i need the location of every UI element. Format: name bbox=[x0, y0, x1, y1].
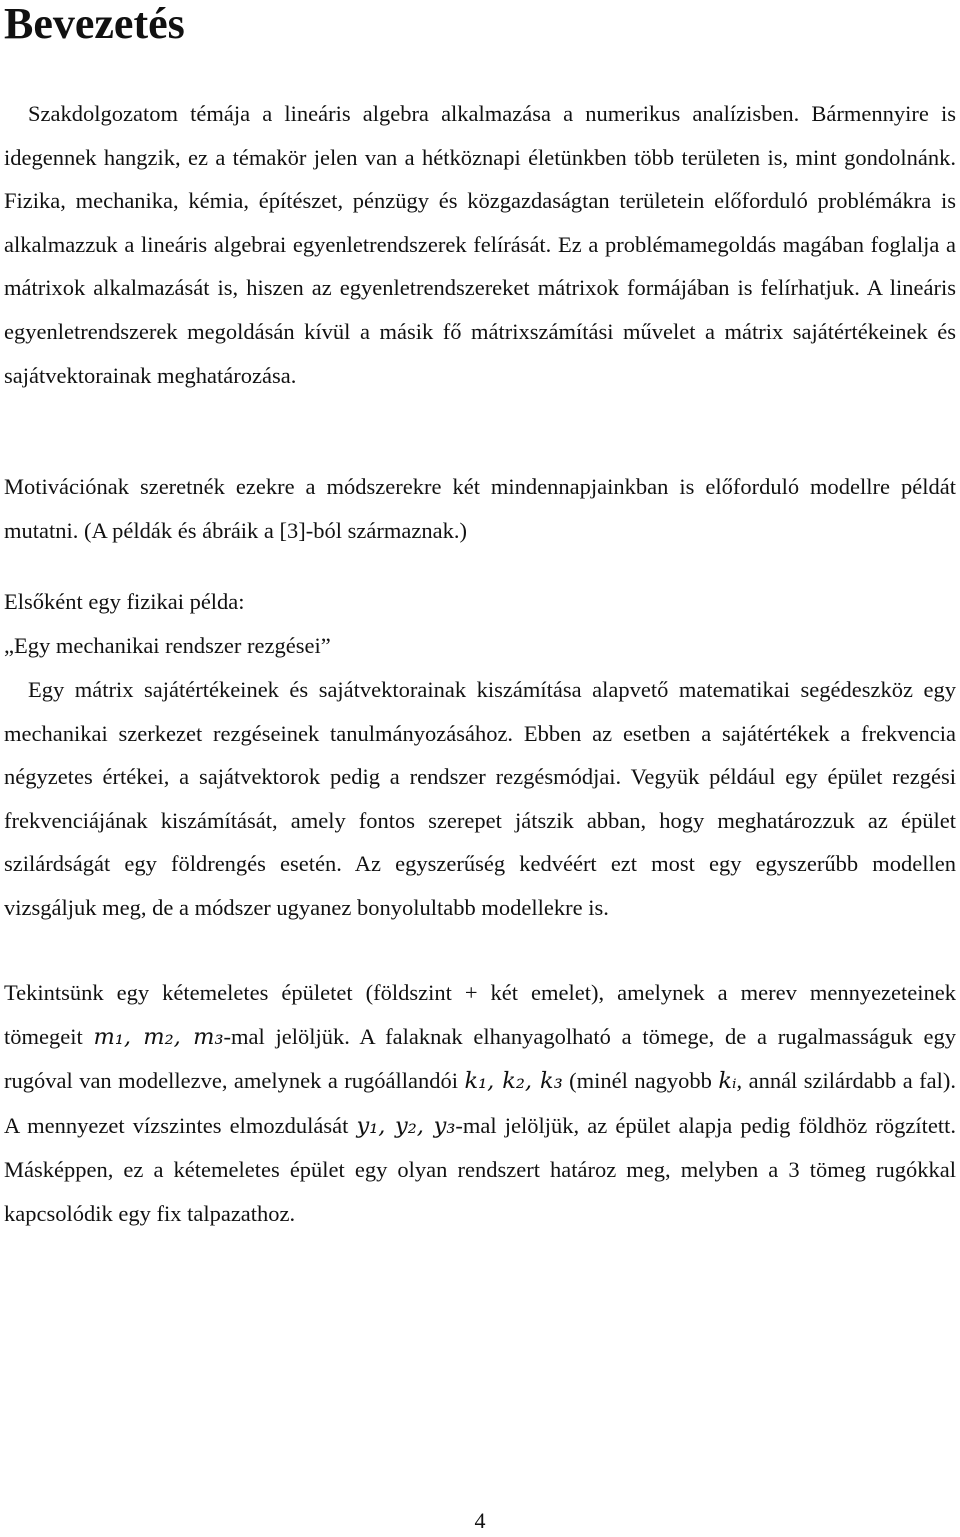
displacement-symbols: y₁, y₂, y₃ bbox=[356, 1112, 456, 1139]
intro-section bbox=[4, 92, 956, 397]
building-text-2: -mal jelöljük. A falaknak elhanyagolható a tömege, de a rugalmasságuk egy rugóval van modellezve, amelynek a rugóállandói bbox=[4, 1023, 956, 1094]
building-section bbox=[4, 971, 956, 1236]
building-text-4: , annál szilárdabb a fal). A mennyezet vízszintes elmozdulását bbox=[4, 1068, 956, 1138]
example-intro: Elsőként egy fizikai példa: bbox=[4, 589, 245, 614]
example-title: „Egy mechanikai rendszer rezgései” bbox=[4, 633, 331, 658]
vibration-section bbox=[4, 668, 956, 930]
intro-paragraph: Szakdolgozatom témája a lineáris algebra alkalmazása a numerikus analízisben. Bármennyire is idegennek hangzik, ez a témakör jelen van a hétköznapi életünkben több területen is, mint gondolnánk. Fizika, mechanika, kémia, építészet, pénzügy és közgazdaságtan területein előforduló problémákra is alkalmazzuk a lineáris algebrai egyenletrendszerek felírását. Ez a problémamegoldás magában foglalja a mátrixok alkalmazását is, hiszen az egyenletrendszereket mátrixok formájában is felírhatjuk. A lineáris egyenletrendszerek megoldásán kívül a másik fő mátrixszámítási művelet a mátrix sajátértékeinek és sajátvektorainak meghatározása. bbox=[4, 101, 956, 388]
motivation-section bbox=[4, 465, 956, 552]
building-text-1: Tekintsünk egy kétemeletes épületet (földszint + két emelet), amelynek a merev mennyezeteinek tömegeit bbox=[4, 980, 956, 1049]
building-paragraph bbox=[4, 971, 956, 1236]
motivation-paragraph: Motivációnak szeretnék ezekre a módszerekre két mindennapjainkban is előforduló modellre példát mutatni. (A példák és ábráik a [3]-ból származnak.) bbox=[4, 474, 956, 543]
page-title: Bevezetés bbox=[4, 0, 185, 48]
building-text-3: (minél nagyobb bbox=[562, 1068, 719, 1094]
building-text-5: -mal jelöljük, az épület alapja pedig földhöz rögzített. Másképpen, ez a kétemeletes épület egy olyan rendszert határoz meg, melyben a 3 tömeg rugókkal kapcsolódik egy fix talpazathoz. bbox=[4, 1112, 956, 1226]
spring-constants-symbols: k₁, k₂, k₃ bbox=[464, 1068, 563, 1095]
page-number: 4 bbox=[474, 1508, 486, 1533]
vibration-paragraph: Egy mátrix sajátértékeinek és sajátvektorainak kiszámítása alapvető matematikai segédeszköz egy mechanikai szerkezet rezgéseinek tanulmányozásához. Ebben az esetben a sajátértékek a frekvencia négyzetes értékei, a sajátvektorok pedig a rendszer rezgésmódjai. Vegyük például egy épület rezgési frekvenciájának kiszámítását, amely fontos szerepet játszik abban, hogy meghatározzuk az épület szilárdságát egy földrengés esetén. Az egyszerűség kedvéért ezt most egy egyszerűbb modellen vizsgáljuk meg, de a módszer ugyanez bonyolultabb modellekre is. bbox=[4, 677, 956, 920]
ki-symbol: kᵢ bbox=[718, 1068, 737, 1095]
masses-symbols: m₁, m₂, m₃ bbox=[93, 1023, 224, 1050]
